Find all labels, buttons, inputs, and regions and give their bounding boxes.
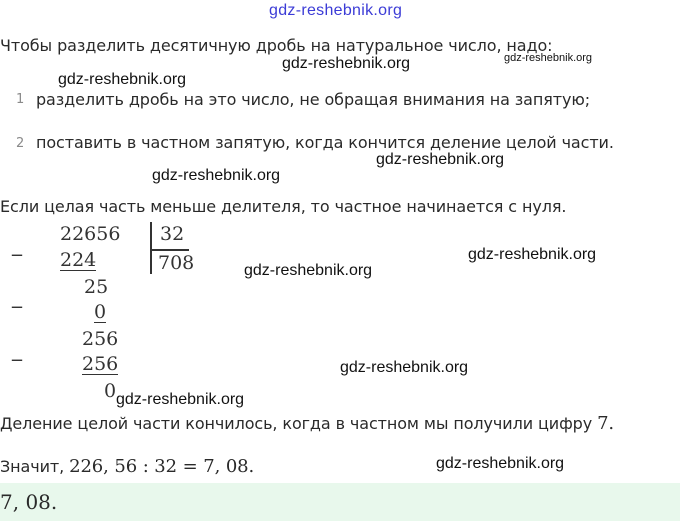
rule-note: Если целая часть меньше делителя, то частное начинается с нуля. bbox=[0, 197, 567, 216]
conclusion bbox=[0, 413, 614, 434]
answer-value: 7, 08. bbox=[0, 490, 58, 514]
result-prefix: Значит, bbox=[0, 457, 65, 476]
watermark: gdz-reshebnik.org bbox=[282, 55, 411, 72]
conclusion-digit: 7. bbox=[597, 413, 615, 434]
watermark-top: gdz-reshebnik.org bbox=[269, 2, 403, 19]
watermark: gdz-reshebnik.org bbox=[340, 359, 469, 376]
division-horizontal-line bbox=[151, 249, 189, 251]
watermark: gdz-reshebnik.org bbox=[376, 151, 505, 168]
remainder: 256 bbox=[82, 328, 119, 350]
result-line bbox=[0, 456, 254, 477]
watermark: gdz-reshebnik.org bbox=[468, 246, 597, 263]
divisor: 32 bbox=[160, 223, 185, 245]
watermark: gdz-reshebnik.org bbox=[152, 167, 281, 184]
quotient: 708 bbox=[158, 252, 195, 274]
remainder: 25 bbox=[84, 276, 109, 298]
step-text: разделить дробь на это число, не обращая внимания на запятую; bbox=[36, 90, 591, 109]
step-number: 1 bbox=[16, 92, 25, 107]
conclusion-text: Деление целой части кончилось, когда в частном мы получили цифру bbox=[0, 414, 593, 433]
answer-box bbox=[0, 483, 680, 521]
final-remainder: 0 bbox=[104, 380, 117, 402]
watermark: gdz-reshebnik.org bbox=[58, 71, 187, 88]
rule-intro: Чтобы разделить десятичную дробь на натуральное число, надо: bbox=[0, 36, 553, 55]
subtrahend: 0 bbox=[94, 301, 107, 323]
watermark-small: gdz-reshebnik.org bbox=[504, 52, 593, 64]
division-vertical-line bbox=[150, 222, 152, 274]
minus-sign: _ bbox=[12, 284, 22, 308]
step-text: поставить в частном запятую, когда кончится деление целой части. bbox=[36, 133, 614, 152]
minus-sign: _ bbox=[12, 337, 22, 361]
minus-sign: _ bbox=[12, 232, 22, 256]
subtrahend: 224 bbox=[60, 249, 97, 271]
watermark: gdz-reshebnik.org bbox=[436, 455, 565, 472]
dividend: 22656 bbox=[60, 223, 121, 245]
watermark: gdz-reshebnik.org bbox=[244, 262, 373, 279]
step-number: 2 bbox=[16, 136, 25, 151]
watermark: gdz-reshebnik.org bbox=[116, 391, 245, 408]
result-expression: 226, 56 : 32 = 7, 08. bbox=[69, 456, 255, 477]
subtrahend: 256 bbox=[82, 353, 119, 375]
